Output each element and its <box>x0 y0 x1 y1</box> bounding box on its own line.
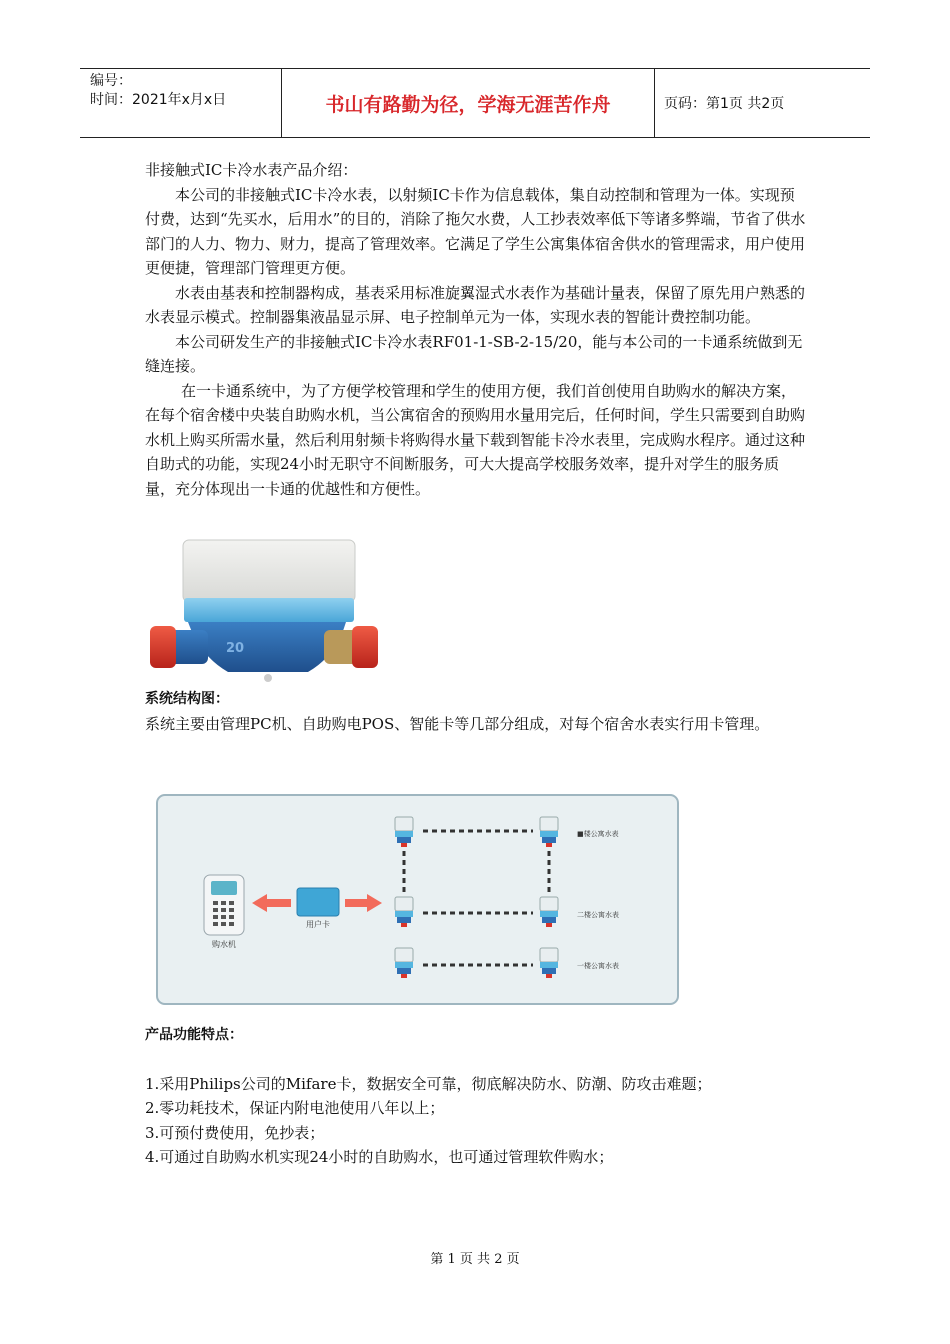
meter-icon-r1-right <box>540 817 558 847</box>
feature-item-4: 4.可通过自助购水机实现24小时的自助购水，也可通过管理软件购水； <box>145 1148 614 1166</box>
card-label: 用户卡 <box>306 920 330 929</box>
feature-item-3: 3.可预付费使用，免抄表； <box>145 1123 325 1142</box>
intro-paragraph-1: 本公司的非接触式IC卡冷水表，以射频IC卡作为信息载体，集自动控制和管理为一体。实现预付费，达到“先买水，后用水”的目的，消除了拖欠水费，人工抄表效率低下等诸多弊端，节省了供水部门的人力、物力、财力，提高了管理效率。它满足了学生公寓集体宿舍供水的管理需求，用户使用更便捷，管理部门管理更方便。 <box>145 185 806 277</box>
features-title: 产品功能特点： <box>145 1027 243 1043</box>
system-structure-text: 系统主要由管理PC机、自助购电POS、智能卡等几部分组成，对每个宿舍水表实行用卡管理。 <box>145 714 770 733</box>
machine-label: 购水机 <box>212 940 236 949</box>
row3-label: 一楼公寓水表 <box>577 962 619 970</box>
intro-paragraph-4: 在一卡通系统中，为了方便学校管理和学生的使用方便，我们首创使用自助购水的解决方案，在每个宿舍楼中央装自助购水机，当公寓宿舍的预购用水量用完后，任何时间，学生只需要到自助购水机上购买所需水量，然后利用射频卡将购得水量下载到智能卡冷水表里，完成购水程序。通过这种自助式的功能，实现24小时无职守不间断服务，可大大提高学校服务效率，提升对学生的服务质量，充分体现出一卡通的优越性和方便性。 <box>145 381 806 498</box>
header-motto: 书山有路勤为径，学海无涯苦作舟 <box>282 69 655 137</box>
meter-icon-r3-left <box>395 948 413 978</box>
header-info-cell <box>80 69 282 137</box>
intro-title: 非接触式IC卡冷水表产品介绍： <box>145 161 358 179</box>
document-date-label: 时间：2021年x月x日 <box>90 92 227 108</box>
header-page-label: 页码：第1页 共2页 <box>664 96 785 112</box>
page-footer: 第 1 页 共 2 页 <box>430 1252 520 1267</box>
intro-paragraph-3: 本公司研发生产的非接触式IC卡冷水表RF01-1-SB-2-15/20，能与本公司的一卡通系统做到无缝连接。 <box>145 332 803 375</box>
intro-paragraph-2: 水表由基表和控制器构成，基表采用标准旋翼湿式水表作为基础计量表，保留了原先用户熟悉的水表显示模式。控制器集液晶显示屏、电子控制单元为一体，实现水表的智能计费控制功能。 <box>145 283 806 326</box>
water-vending-machine-icon <box>204 875 244 935</box>
system-structure-diagram <box>155 793 680 1006</box>
feature-item-2: 2.零功耗技术，保证内附电池使用八年以上； <box>145 1099 445 1117</box>
meter-icon-r2-left <box>395 897 413 927</box>
system-structure-title: 系统结构图： <box>145 691 229 707</box>
svg-text:20: 20 <box>226 641 245 656</box>
document-header <box>80 68 870 138</box>
row1-label: ■楼公寓水表 <box>577 830 619 838</box>
meter-icon-r3-right <box>540 948 558 978</box>
water-meter-image <box>148 536 380 686</box>
meter-icon-r2-right <box>540 897 558 927</box>
feature-item-1: 1.采用Philips公司的Mifare卡，数据安全可靠，彻底解决防水、防潮、防攻击难题； <box>145 1074 712 1093</box>
user-card-icon <box>297 888 339 916</box>
document-number-label: 编号： <box>90 73 132 89</box>
row2-label: 二楼公寓水表 <box>577 911 619 919</box>
meter-icon-r1-left <box>395 817 413 847</box>
